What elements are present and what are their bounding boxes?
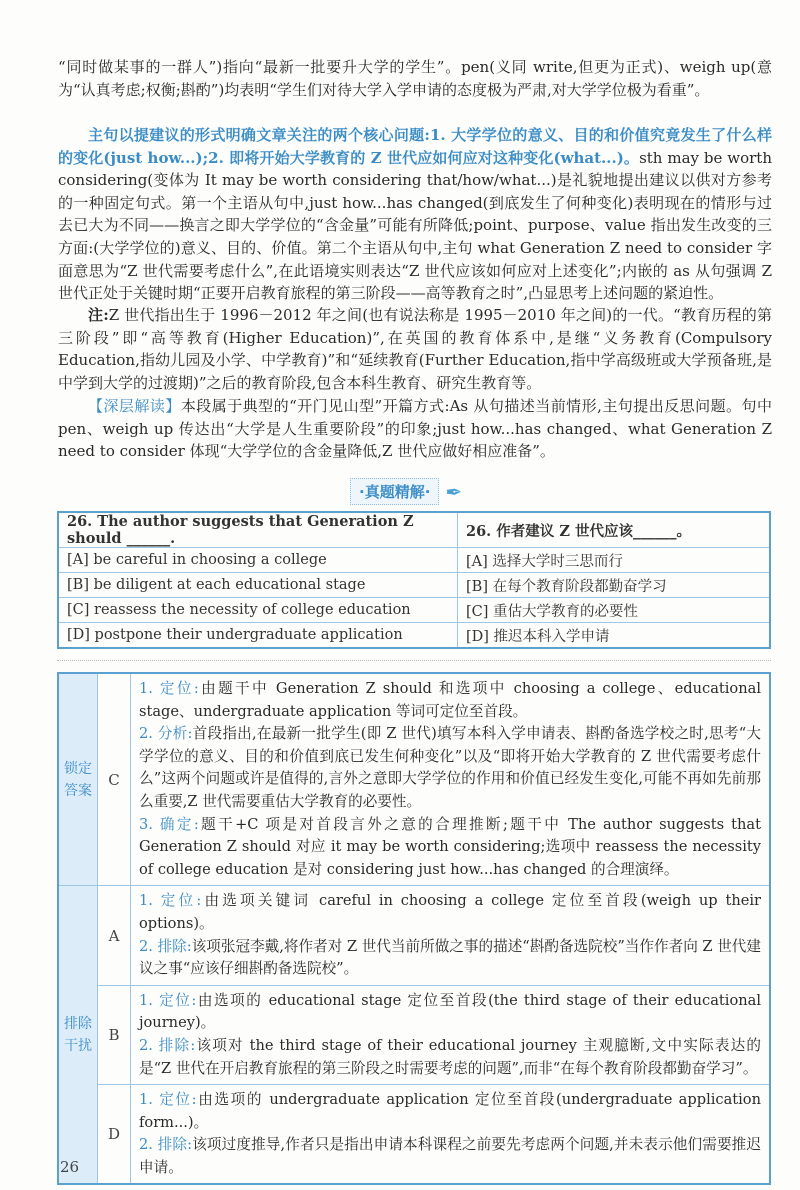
key-point-text: 主句以提建议的形式明确文章关注的两个核心问题:1. 大学学位的意义、目的和价值究竟发生了什么样的变化(just how...);2. 即将开始大学教育的 Z 世代应如何应对这种变化(what...)。 [58, 126, 772, 167]
option-row [58, 548, 770, 573]
answer-row [58, 673, 770, 886]
option-en: [C] reassess the necessity of college education [58, 598, 458, 623]
explanation-item [139, 1089, 761, 1134]
note-body: Z 世代指出生于 1996－2012 年之间(也有说法称是 1995－2010 年之间)的一代。“教育历程的第三阶段”即“高等教育(Higher Education)”,在英国的教育体系中,是继“义务教育(Compulsory Education,指幼儿园及小学、中学教育)”和“延续教育(Further Education,指中学高级班或大学预备班,是中学到大学的过渡期)”之后的教育阶段,包含本科生教育、研究生教育等。 [58, 306, 772, 392]
exclude-label: 排除干扰 [58, 886, 98, 1185]
item-text: 该项对 the third stage of their educational journey 主观臆断,文中实际表达的是“Z 世代在开启教育旅程的第三阶段之时需要考虑的问题”,而非“在每个教育阶段都勤奋学习”。 [139, 1036, 761, 1077]
explanation-item [139, 936, 761, 981]
explanation-item [139, 1035, 761, 1080]
distractor-explanation [131, 985, 771, 1084]
answer-letter: C [98, 673, 131, 886]
page-number: 26 [60, 1158, 80, 1176]
paragraph-1: “同时做某事的一群人”)指向“最新一批要升大学的学生”。pen(义同 write,但更为正式)、weigh up(意为“认真考虑;权衡;斟酌”)均表明“学生们对待大学入学申请的态度极为严肃,对大学学位极为看重”。 [58, 58, 772, 99]
distractor-row [58, 886, 770, 985]
answer-label: 锁定答案 [58, 673, 98, 886]
item-text: 题干+C 项是对首段言外之意的合理推断;题干中 The author suggests that Generation Z should 对应 it may be worth considering;选项中 reassess the necessity of college education 是对 considering just how...has changed 的合理演绎。 [139, 815, 761, 878]
item-text: 由选项的 educational stage 定位至首段(the third stage of their educational journey)。 [139, 991, 761, 1032]
analysis-table [57, 672, 771, 1185]
explanation-item [139, 1134, 761, 1179]
explanation-item [139, 990, 761, 1035]
distractor-explanation [131, 886, 771, 985]
paragraph-2-body: sth may be worth considering(变体为 It may be worth considering that/how/what...)是礼貌地提出建议以供对方参考的一种固定句式。第一个主语从句中,just how...has changed(到底发生了何种变化)表明现在的情形与过去已大为不同——换言之即大学学位的“含金量”可能有所降低;point、purpose、value 指出发生改变的三方面:(大学学位的)意义、目的、价值。第二个主语从句中,主句 what Generation Z need to consider 字面意思为“Z 世代需要考虑什么”,在此语境实则表达“Z 世代应该如何应对上述变化”;内嵌的 as 从句强调 Z 世代正处于关键时期“正要开启教育旅程的第三阶段——高等教育之时”,凸显思考上述问题的紧迫性。 [58, 148, 772, 303]
item-tag: 2. 排除: [139, 1036, 196, 1054]
item-tag: 2. 分析: [139, 725, 193, 743]
item-text: 首段指出,在最新一批学生(即 Z 世代)填写本科入学申请表、斟酌备选学校之时,思考“大学学位的意义、目的和价值到底已发生何种变化”以及“即将开始大学教育的 Z 世代需要考虑什么”这两个问题或许是值得的,言外之意即大学学位的作用和价值已经发生变化,可能不再如先前那么重要,Z 世代需要重估大学教育的必要性。 [139, 725, 762, 810]
distractor-letter: D [98, 1085, 131, 1185]
deep-reading-body: 本段属于典型的“开门见山型”开篇方式:As 从句描述当前情形,主句提出反思问题。句中 pen、weigh up 传达出“大学是人生重要阶段”的印象;just how...has changed、what Generation Z need to consider 体现“大学学位的含金量降低,Z 世代应做好相应准备”。 [58, 397, 772, 461]
option-en: [A] be careful in choosing a college [58, 548, 458, 573]
item-tag: 1. 定位: [139, 991, 197, 1009]
explanation-item [139, 678, 761, 723]
item-tag: 1. 定位: [139, 1091, 197, 1109]
option-zh: [C] 重估大学教育的必要性 [458, 598, 771, 623]
item-tag: 1. 定位: [139, 680, 199, 697]
answer-explanation [131, 673, 771, 886]
explanation-item [139, 814, 761, 882]
item-tag: 2. 排除: [139, 1136, 193, 1154]
question-stem-zh: 26. 作者建议 Z 世代应该______。 [458, 512, 771, 548]
item-text: 由题干中 Generation Z should 和选项中 choosing a college、educational stage、undergraduate application 等词可定位至首段。 [139, 680, 761, 720]
question-stem-row [58, 512, 770, 548]
item-tag: 3. 确定: [139, 815, 199, 833]
note-label: 注: [88, 306, 109, 324]
dotted-divider [57, 660, 771, 661]
distractor-row [58, 985, 770, 1084]
question-stem-en: 26. The author suggests that Generation Z should ______. [58, 512, 458, 548]
paragraph-note [58, 304, 772, 394]
item-text: 由选项的 undergraduate application 定位至首段(undergraduate application form...)。 [139, 1091, 761, 1131]
paragraph-2 [58, 124, 772, 305]
option-row [58, 573, 770, 598]
distractor-row [58, 1085, 770, 1185]
item-tag: 2. 排除: [139, 937, 192, 955]
explanation-item [139, 890, 761, 935]
item-text: 该项张冠李戴,将作者对 Z 世代当前所做之事的描述“斟酌备选院校”当作作者向 Z 世代建议之事“应该仔细斟酌备选院校”。 [139, 937, 761, 978]
option-row [58, 598, 770, 623]
deep-reading-label: 【深层解读】 [88, 397, 181, 415]
pen-icon: ✒ [445, 479, 463, 504]
distractor-explanation [131, 1085, 771, 1185]
question-table [57, 511, 771, 649]
option-zh: [B] 在每个教育阶段都勤奋学习 [458, 573, 771, 598]
option-row [58, 623, 770, 649]
option-zh: [A] 选择大学时三思而行 [458, 548, 771, 573]
paragraph-deep-reading [58, 395, 772, 463]
item-text: 该项过度推导,作者只是指出申请本科课程之前要先考虑两个问题,并未表示他们需要推迟申请。 [139, 1136, 761, 1176]
explanation-item [139, 723, 761, 813]
option-en: [D] postpone their undergraduate application [58, 623, 458, 649]
option-zh: [D] 推迟本科入学申请 [458, 623, 771, 649]
section-banner-title: ·真题精解· [350, 478, 439, 505]
option-en: [B] be diligent at each educational stage [58, 573, 458, 598]
section-banner [350, 478, 462, 505]
distractor-letter: A [98, 886, 131, 985]
distractor-letter: B [98, 985, 131, 1084]
item-tag: 1. 定位: [139, 892, 202, 910]
item-text: 由选项关键词 careful in choosing a college 定位至首段(weigh up their options)。 [139, 892, 761, 932]
